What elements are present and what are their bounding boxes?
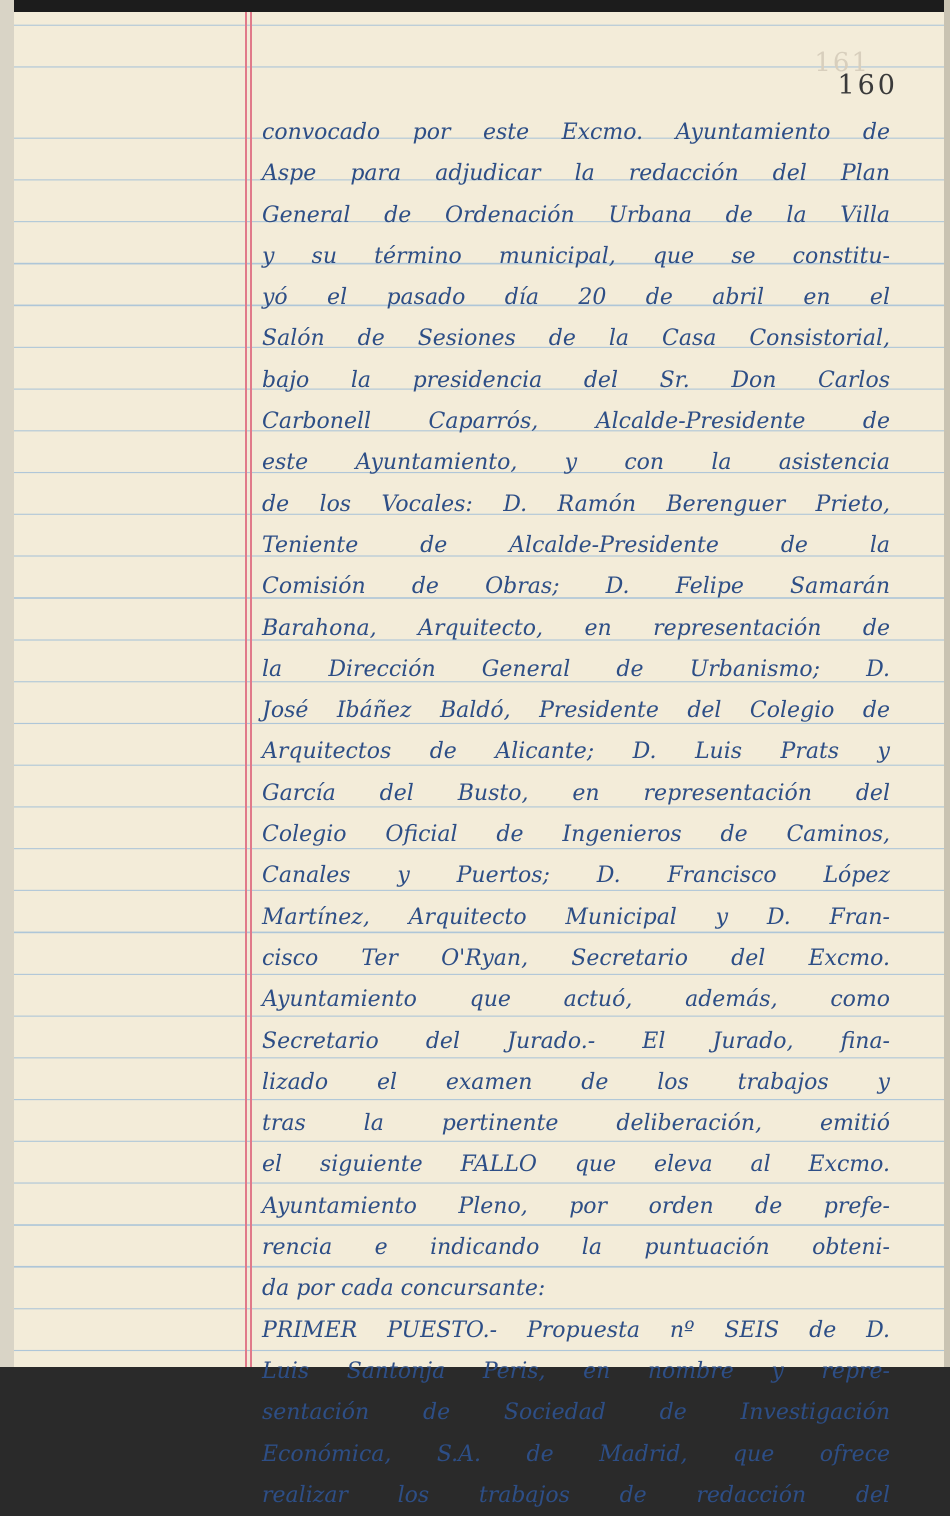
text-line: Salón de Sesiones de la Casa Consistorial, <box>262 326 890 352</box>
text-line: Aspe para adjudicar la redacción del Plan <box>262 161 890 187</box>
text-line: da por cada concursante: <box>262 1276 546 1302</box>
text-line: rencia e indicando la puntuación obteni- <box>262 1235 890 1261</box>
text-line: este Ayuntamiento, y con la asistencia <box>262 450 890 476</box>
text-line: García del Busto, en representación del <box>262 780 890 806</box>
text-line: realizar los trabajos de redacción del <box>262 1482 890 1508</box>
page-number: 160 <box>837 70 898 101</box>
text-line: Económica, S.A. de Madrid, que ofrece <box>262 1441 890 1467</box>
text-line: Teniente de Alcalde-Presidente de la <box>262 532 890 558</box>
text-line: Comisión de Obras; D. Felipe Samarán <box>262 574 890 600</box>
margin-rule-right <box>250 12 252 1367</box>
text-line: cisco Ter O'Ryan, Secretario del Excmo. <box>262 945 890 971</box>
handwritten-text <box>262 112 890 1516</box>
text-line: Secretario del Jurado.- El Jurado, fina- <box>262 1028 890 1054</box>
text-line: Canales y Puertos; D. Francisco López <box>262 863 890 889</box>
scan-border-top <box>0 0 950 12</box>
text-line: Luis Santonja Peris, en nombre y repre- <box>262 1358 890 1384</box>
text-line: lizado el examen de los trabajos y <box>262 1069 890 1095</box>
text-line: tras la pertinente deliberación, emitió <box>262 1111 890 1137</box>
text-line: José Ibáñez Baldó, Presidente del Colegio de <box>262 698 890 724</box>
faded-stamp-number: 161 <box>814 48 870 78</box>
text-line: Colegio Oficial de Ingenieros de Caminos, <box>262 822 890 848</box>
margin-rule-left <box>245 12 247 1367</box>
text-line: de los Vocales: D. Ramón Berenguer Prieto, <box>262 491 890 517</box>
text-line: General de Ordenación Urbana de la Villa <box>262 202 890 228</box>
text-line: y su término municipal, que se constitu- <box>262 243 890 269</box>
scan-border-left <box>0 0 14 1367</box>
text-line: yó el pasado día 20 de abril en el <box>262 285 890 311</box>
text-line: Ayuntamiento que actuó, además, como <box>262 987 890 1013</box>
text-line: el siguiente FALLO que eleva al Excmo. <box>262 1152 890 1178</box>
text-line: bajo la presidencia del Sr. Don Carlos <box>262 367 890 393</box>
text-line: Ayuntamiento Pleno, por orden de prefe- <box>262 1193 890 1219</box>
text-line: sentación de Sociedad de Investigación <box>262 1400 890 1426</box>
text-line: Martínez, Arquitecto Municipal y D. Fran- <box>262 904 890 930</box>
text-line: la Dirección General de Urbanismo; D. <box>262 656 890 682</box>
text-line: convocado por este Excmo. Ayuntamiento de <box>262 120 890 145</box>
text-line: Carbonell Caparrós, Alcalde-Presidente de <box>262 409 890 435</box>
scan-border-right <box>944 0 950 1367</box>
text-line: Arquitectos de Alicante; D. Luis Prats y <box>262 739 890 765</box>
text-line: Barahona, Arquitecto, en representación de <box>262 615 890 641</box>
text-line: PRIMER PUESTO.- Propuesta nº SEIS de D. <box>262 1317 890 1343</box>
